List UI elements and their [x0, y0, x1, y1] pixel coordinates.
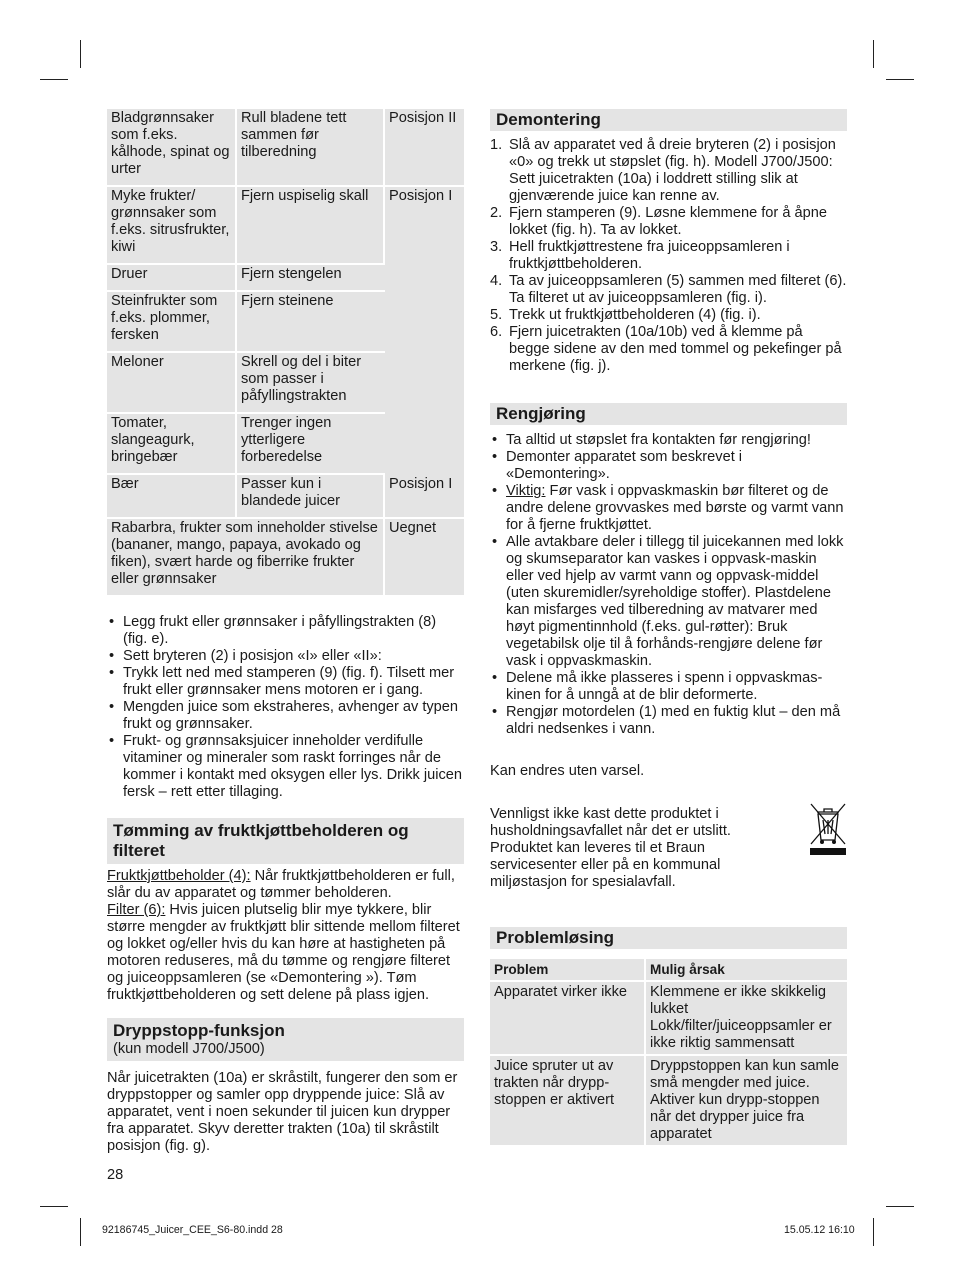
prep-cell: Skrell og del i biter som passer i påfyllingstrakten: [237, 353, 385, 414]
step-text: Hell fruktkjøttrestene fra juiceoppsamleren i fruktkjøttbeholderen.: [509, 239, 790, 272]
list-item: • Demonter apparatet som beskrevet i «Demontering».: [490, 449, 847, 483]
disposal-text: Vennligst ikke kast dette produktet i husholdningsavfallet når det er utslitt. Produktet kan leveres til et Braun servicesenter eller på en kommunal miljøstasjon for spesialavfall.: [490, 806, 731, 890]
list-item: • Ta alltid ut støpslet fra kontakten før rengjøring!: [490, 432, 847, 449]
step-number: 1.: [490, 137, 503, 153]
list-item: [490, 273, 847, 307]
list-item: • Alle avtakbare deler i tillegg til juicekannen med lokk og skumseparator kan vaskes i oppvask-maskin eller ved hjelp av varmt vann og oppvask-middel (uten skuremidler/syreholdige stoffer). Plastdelene kan misfarges ved tilberedning av matvarer med høyt pigmentinnhold (f.eks. gul-røtter): Bruk vegetabilsk olje til å forhånds-rengjøre delene før vask i oppvaskmaskin.: [490, 534, 847, 670]
cleaning-bullet-list: [490, 432, 847, 738]
list-item: • Mengden juice som ekstraheres, avhenger av typen frukt og grønnsaker.: [107, 699, 464, 733]
dripstop-title: Dryppstopp-funksjon: [113, 1021, 285, 1040]
section-heading-troubleshooting: Problemløsing: [490, 927, 847, 949]
list-item: [490, 307, 847, 324]
table-row: [490, 1056, 847, 1147]
prep-cell: Trenger ingen ytterligere forberedelse: [237, 414, 385, 475]
crop-mark: [40, 79, 68, 80]
food-cell: Bær: [107, 475, 237, 519]
step-text: Slå av apparatet ved å dreie bryteren (2) i posisjon «0» og trekk ut støpslet (fig. h). Modell J700/J500: Sett juicetrakten (10a) i loddrett stilling slik at gjenværende juice kan renne av.: [509, 137, 836, 204]
list-item: [490, 205, 847, 239]
list-item: [490, 137, 847, 205]
table-row: [107, 109, 464, 187]
prep-cell: Passer kun i blandede juicer: [237, 475, 385, 519]
problem-cell: Apparatet virker ikke: [490, 982, 646, 1056]
step-number: 2.: [490, 205, 503, 221]
page-number: 28: [107, 1167, 124, 1183]
food-preparation-table: [107, 109, 464, 597]
cause-cell: Dryppstoppen kan kun samle små mengder med juice. Aktiver kun drypp-stoppen når det drypper juice fra apparatet: [646, 1056, 847, 1147]
filter-text: Hvis juicen plutselig blir mye tykkere, blir større mengder av fruktkjøtt blir sittende mellom filteret og lokket og/eller hvis du kan høre at hastigheten på motoren reduseres, må du tømme og rengjøre filteret og juiceoppsamleren (se «Demontering »). Tøm fruktkjøttbeholderen og sett delene på plass igjen.: [107, 902, 460, 1003]
prep-cell: Fjern steinene: [237, 292, 385, 353]
list-item: [490, 239, 847, 273]
prep-cell: Fjern stengelen: [237, 265, 385, 292]
step-number: 6.: [490, 324, 503, 340]
filter-label: Filter (6):: [107, 902, 166, 918]
crop-mark: [886, 1206, 914, 1207]
column-header-cause: Mulig årsak: [646, 959, 847, 982]
list-item: • Sett bryteren (2) i posisjon «I» eller «II»:: [107, 648, 464, 665]
dripstop-paragraph: Når juicetrakten (10a) er skråstilt, fungerer den som er dryppstopper og samler opp dryppende juice: Slå av apparatet, vent i noen sekunder til juicen kun drypper fra apparatet. Skyv deretter trakten (10a) til skråstilt posisjon (fig. g).: [107, 1070, 458, 1154]
list-item: • Trykk lett ned med stamperen (9) (fig. f). Tilsett mer frukt eller grønnsaker mens motoren er i gang.: [107, 665, 464, 699]
weee-crossed-bin-icon: [808, 800, 848, 856]
right-column: [490, 109, 847, 1147]
footer-file-name: 92186745_Juicer_CEE_S6-80.indd 28: [102, 1224, 283, 1236]
list-item: • Rengjør motordelen (1) med en fuktig klut – den må aldri nedsenkes i vann.: [490, 704, 847, 738]
section-heading-emptying: Tømming av fruktkjøttbeholderen og filteret: [107, 818, 464, 864]
list-item: • Legg frukt eller grønnsaker i påfyllingstrakten (8) (fig. e).: [107, 614, 464, 648]
problem-cell: Juice spruter ut av trakten når drypp-stoppen er aktivert: [490, 1056, 646, 1147]
section-heading-dripstop: [107, 1018, 464, 1061]
troubleshooting-table: [490, 959, 847, 1147]
step-number: 4.: [490, 273, 503, 289]
prep-cell: Rull bladene tett sammen før tilberedning: [237, 109, 385, 187]
food-cell: Tomater, slangeagurk, bringebær: [107, 414, 237, 475]
food-cell: Steinfrukter som f.eks. plommer, fersken: [107, 292, 237, 353]
food-cell: Bladgrønnsaker som f.eks. kålhode, spinat og urter: [107, 109, 237, 187]
disposal-block: [490, 806, 847, 891]
table-row: [107, 475, 464, 519]
step-text: Fjern stamperen (9). Løsne klemmene for å åpne lokket (fig. h). Ta av lokket.: [509, 205, 827, 238]
table-row: [107, 187, 464, 265]
crop-mark: [873, 40, 874, 68]
step-text: Fjern juicetrakten (10a/10b) ved å klemme på begge sidene av den med tommel og pekefinger på merkene (fig. j).: [509, 324, 842, 374]
food-cell: Meloner: [107, 353, 237, 414]
column-header-problem: Problem: [490, 959, 646, 982]
crop-mark: [80, 1218, 81, 1246]
pulp-container-label: Fruktkjøttbeholder (4):: [107, 868, 251, 884]
step-number: 3.: [490, 239, 503, 255]
crop-mark: [40, 1206, 68, 1207]
list-item: [490, 324, 847, 375]
list-item: [490, 483, 847, 534]
position-cell: Posisjon I: [385, 475, 464, 519]
footer-date: 15.05.12 16:10: [784, 1224, 855, 1236]
emptying-paragraph: [107, 868, 464, 1004]
section-heading-cleaning: Rengjøring: [490, 403, 847, 425]
table-row: [107, 519, 464, 597]
crop-mark: [80, 40, 81, 68]
usage-bullet-list: [107, 614, 464, 801]
position-cell: Uegnet: [385, 519, 464, 597]
change-notice: Kan endres uten varsel.: [490, 763, 645, 779]
prep-cell: Fjern uspiselig skall: [237, 187, 385, 265]
crop-mark: [886, 79, 914, 80]
food-cell: Druer: [107, 265, 237, 292]
food-cell: Myke frukter/ grønnsaker som f.eks. sitrusfrukter, kiwi: [107, 187, 237, 265]
table-row: [490, 982, 847, 1056]
step-text: Trekk ut fruktkjøttbeholderen (4) (fig. i).: [509, 307, 761, 323]
pulp-container-text: Når fruktkjøttbeholderen er full, slår du av apparatet og tømmer beholderen.: [107, 868, 455, 901]
crop-mark: [873, 1218, 874, 1246]
dripstop-subtitle: (kun modell J700/J500): [113, 1041, 265, 1057]
table-header-row: [490, 959, 847, 982]
position-cell: Posisjon II: [385, 109, 464, 187]
list-item: • Frukt- og grønnsaksjuicer inneholder verdifulle vitaminer og mineraler som raskt forringes når de kommer i kontakt med oksygen eller lys. Drikk juicen fersk – rett etter tillaging.: [107, 733, 464, 801]
position-cell: Posisjon I: [385, 187, 464, 475]
cause-cell: Klemmene er ikke skikkelig lukket Lokk/filter/juiceoppsamler er ikke riktig sammensatt: [646, 982, 847, 1056]
food-cell: Rabarbra, frukter som inneholder stivelse (bananer, mango, papaya, avokado og fiken), svært harde og fiberrike frukter eller grønnsaker: [107, 519, 385, 597]
step-text: Ta av juiceoppsamleren (5) sammen med filteret (6). Ta filteret ut av juiceoppsamleren (fig. i).: [509, 273, 847, 306]
list-item: • Delene må ikke plasseres i spenn i oppvaskmas-kinen for å unngå at de blir deformerte.: [490, 670, 847, 704]
important-text: Før vask i oppvaskmaskin bør filteret og de andre delene grovvaskes med børste og varmt vann for å fjerne fruktkjøttet.: [506, 483, 844, 533]
left-column: [107, 109, 464, 1155]
important-label: Viktig:: [506, 483, 546, 499]
section-heading-dismantling: Demontering: [490, 109, 847, 131]
step-number: 5.: [490, 307, 503, 323]
dismantling-steps: [490, 137, 847, 375]
